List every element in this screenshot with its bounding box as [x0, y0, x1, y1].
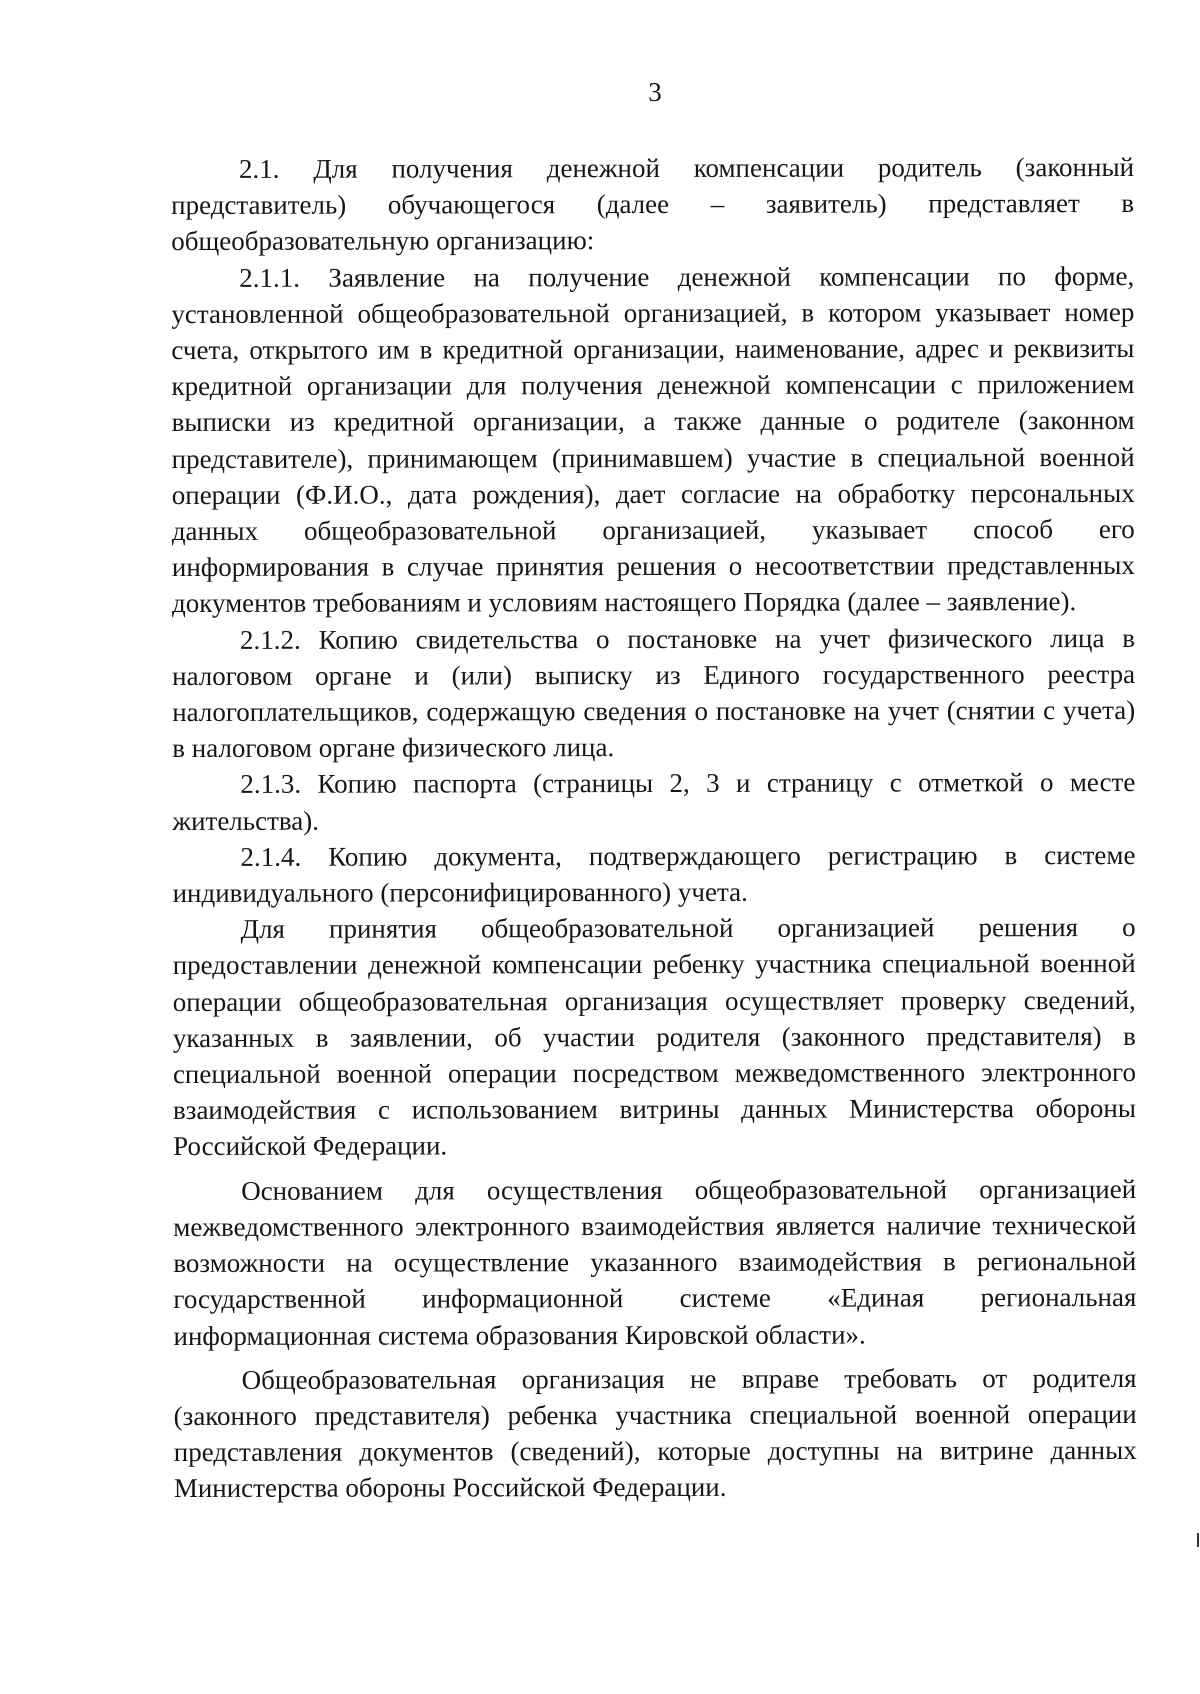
paragraph-verification: Для принятия общеобразовательной организацией решения о предоставлении денежной компенсации ребенку участника специальной военной операции общеобразовательная организация осуществляет проверку сведений, указанных в заявлении, об участии родителя (законного представителя) в специальной военной операции посредством межведомственного электронного взаимодействия с использованием витрины данных Министерства обороны Российской Федерации. [172, 912, 1137, 1162]
paragraph-2-1-2: 2.1.2. Копию свидетельства о постановке на учет физического лица в налоговом органе и (или) выписку из Единого государственного реестра налогоплательщиков, содержащую сведения о постановке на учет (снятии с учета) в налоговом органе физического лица. [172, 622, 1136, 764]
document-body [171, 149, 1137, 1507]
paragraph-2-1-1: 2.1.1. Заявление на получение денежной компенсации по форме, установленной общеобразовательной организацией, в котором указывает номер счета, открытого им в кредитной организации, наименование, адрес и реквизиты кредитной организации для получения денежной компенсации с приложением выписки из кредитной организации, а также данные о родителе (законном представителе), принимающем (принимавшем) участие в специальной военной операции (Ф.И.О., дата рождения), дает согласие на обработку персональных данных общеобразовательной организацией, указывает способ его информирования в случае принятия решения о несоответствии представленных документов требованиям и условиям настоящего Порядка (далее – заявление). [171, 260, 1135, 619]
page-number: 3 [648, 77, 662, 107]
paragraph-basis: Основанием для осуществления общеобразовательной организацией межведомственного электронного взаимодействия является наличие технической возможности на осуществление указанного взаимодействия в региональной государственной информационной системе «Единая региональная информационная система образования Кировской области». [173, 1173, 1137, 1351]
scan-mark [1197, 1533, 1199, 1547]
paragraph-2-1-3: 2.1.3. Копию паспорта (страницы 2, 3 и страницу с отметкой о месте жительства). [172, 767, 1136, 836]
paragraph-2-1-4: 2.1.4. Копию документа, подтверждающего регистрацию в системе индивидуального (персонифицированного) учета. [172, 839, 1136, 909]
paragraph-restriction: Общеобразовательная организация не вправе требовать от родителя (законного представителя) ребенка участника специальной военной операции представления документов (сведений), которые доступны на витрине данных Министерства обороны Российской Федерации. [173, 1362, 1137, 1504]
paragraph-2-1: 2.1. Для получения денежной компенсации родитель (законный представитель) обучающегося (далее – заявитель) представляет в общеобразовательную организацию: [171, 151, 1135, 257]
